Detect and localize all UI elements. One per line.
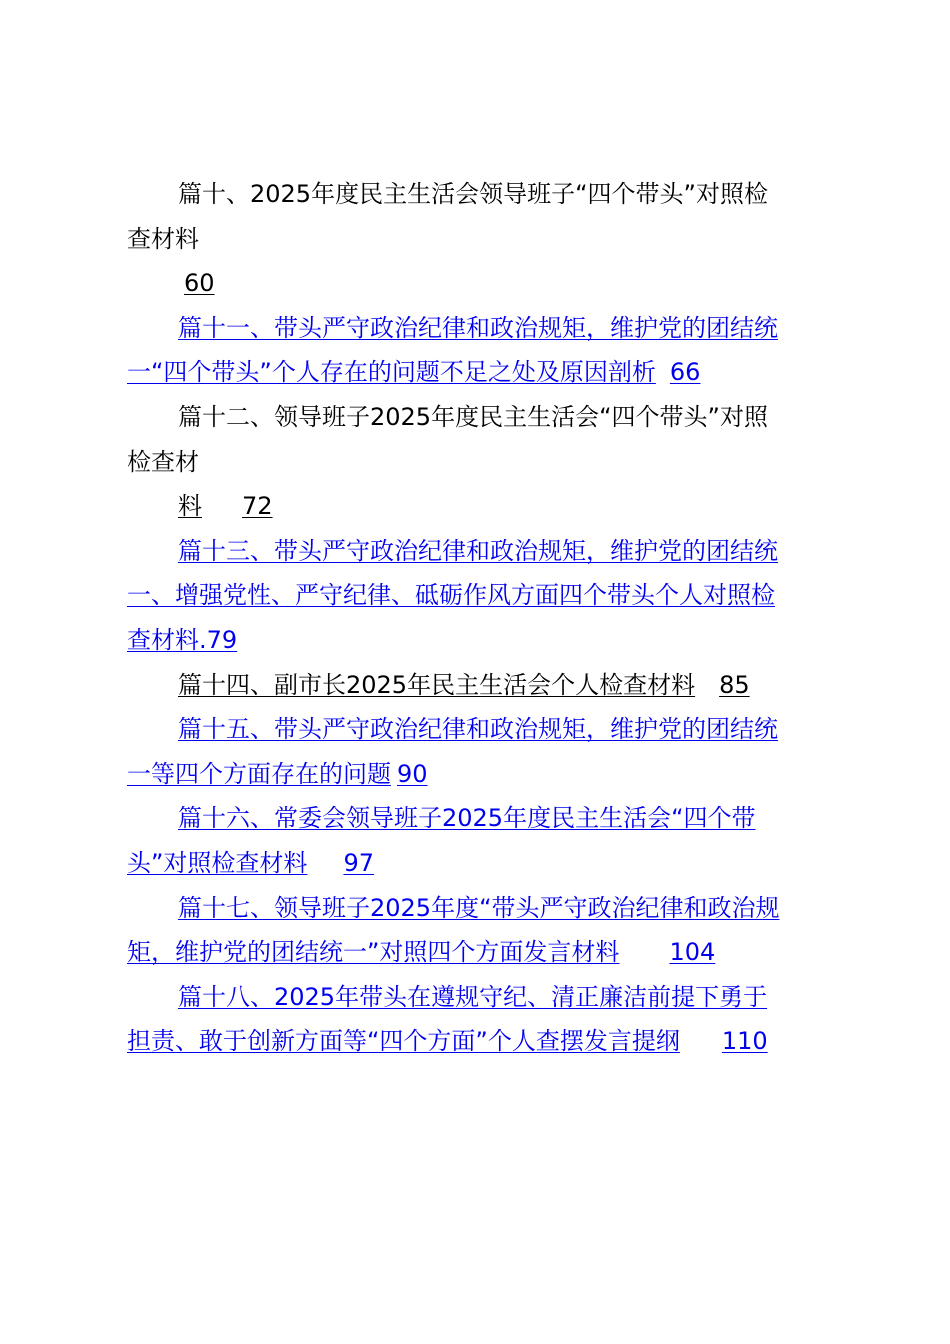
toc-entry-title: 篇十、2025年度民主生活会领导班子“四个带头”对照检: [178, 180, 768, 208]
toc-entry-13[interactable]: [127, 529, 837, 663]
toc-entry-title-cont: 一、增强党性、严守纪律、砥砺作风方面四个带头个人对照检: [127, 581, 775, 610]
toc-page-number: 90: [397, 759, 428, 788]
toc-page-number: 104: [669, 938, 716, 967]
toc-entry-title: 篇十三、带头严守政治纪律和政治规矩，维护党的团结统: [178, 536, 778, 565]
toc-entry-title-cont: 担责、敢于创新方面等“四个方面”个人查摆发言提纲: [127, 1027, 680, 1056]
toc-entry-11[interactable]: [127, 306, 837, 395]
toc-page-number: 97: [343, 848, 374, 877]
toc-page-number: 79: [206, 625, 238, 654]
toc-entry-title-cont: 矩，维护党的团结统一”对照四个方面发言材料: [127, 938, 620, 967]
toc-page-number: 110: [721, 1027, 768, 1056]
toc-entry-16[interactable]: [127, 796, 837, 885]
toc-entry-title: 篇十五、带头严守政治纪律和政治规矩，维护党的团结统: [178, 715, 778, 744]
toc-entry-title-cont2: 查材料.: [127, 625, 207, 654]
toc-entry-18[interactable]: [127, 975, 837, 1064]
toc-entry-17[interactable]: [127, 886, 837, 975]
toc-entry-10[interactable]: [127, 172, 837, 306]
toc-entry-title-cont: 一“四个带头”个人存在的问题不足之处及原因剖析: [127, 358, 656, 387]
toc-entry-12[interactable]: [127, 395, 837, 529]
toc-page-number: 60: [184, 269, 215, 298]
toc-entry-title: 篇十六、常委会领导班子2025年度民主生活会“四个带: [178, 804, 756, 833]
toc-entry-title-cont: 一等四个方面存在的问题: [127, 759, 391, 788]
toc-entry-title-cont: 检查材: [127, 447, 199, 476]
toc-entry-title-cont2: 料: [178, 492, 202, 521]
toc-entry-title: 篇十七、领导班子2025年度“带头严守政治纪律和政治规: [178, 893, 780, 922]
toc-entry-14[interactable]: [127, 663, 837, 708]
toc-entry-title: 篇十二、领导班子2025年度民主生活会“四个带头”对照: [178, 402, 768, 431]
toc-entry-title: 篇十四、副市长2025年民主生活会个人检查材料: [178, 670, 696, 699]
toc-entry-title: 篇十一、带头严守政治纪律和政治规矩，维护党的团结统: [178, 313, 778, 342]
toc-entry-title-cont: 头”对照检查材料: [127, 848, 308, 877]
toc-page-number: 66: [669, 358, 701, 387]
toc-page-number: 72: [242, 492, 273, 521]
toc-page-number: 85: [719, 670, 750, 699]
toc-entry-15[interactable]: [127, 707, 837, 796]
toc-entry-title-cont: 查材料: [127, 224, 199, 253]
table-of-contents: [127, 172, 837, 1064]
toc-entry-title: 篇十八、2025年带头在遵规守纪、清正廉洁前提下勇于: [178, 982, 768, 1011]
